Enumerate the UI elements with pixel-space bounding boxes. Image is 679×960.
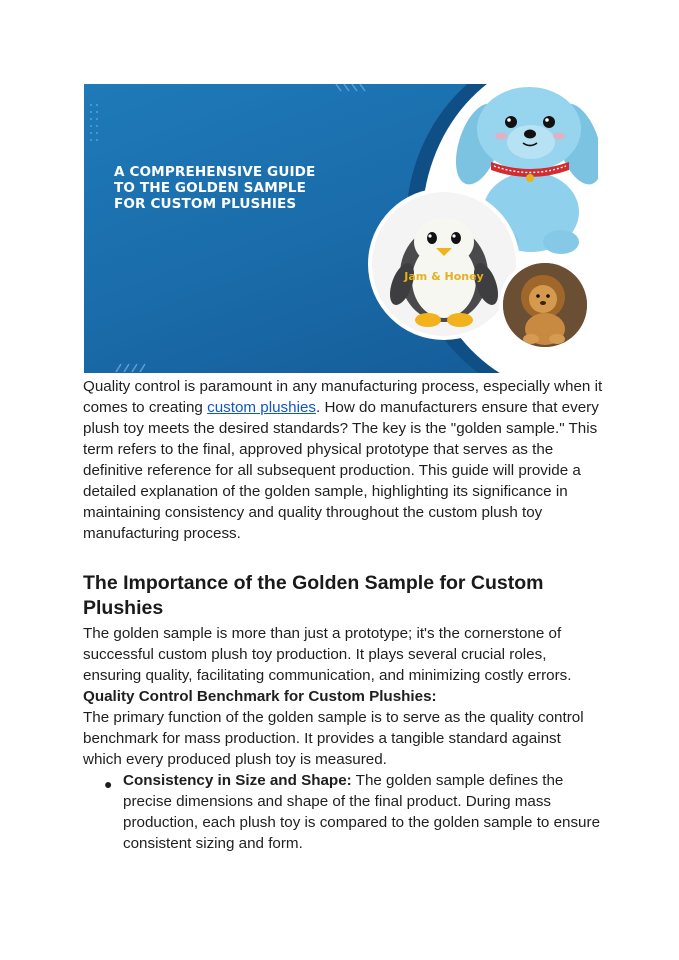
subsection-paragraph: The primary function of the golden sample is to serve as the quality control benchmark for mass production. It provides a tangible standard against which every produced plush toy is measured. [83,709,584,768]
penguin-plush-circle [372,192,516,336]
hero-banner [84,84,598,373]
banner-title [114,164,374,212]
intro-text: Quality control is paramount in any manufacturing process, especially when it comes to creating [83,378,603,416]
intro-paragraph [83,376,603,544]
bullet-marker: ● [104,776,113,792]
custom-plushies-link[interactable]: custom plushies [207,399,316,416]
penguin-tag-text: Jam & Honey [404,270,484,283]
intro-text-continued: . How do manufacturers ensure that every plush toy meets the desired standards? The key is the "golden sample." This term refers to the final, approved physical prototype that serves as the definitive reference for all subsequent production. This guide will provide a detailed explanation of the golden sample, highlighting its significance in maintaining consistency and quality throughout the custom plush toy manufacturing process. [83,399,599,542]
list-item [123,770,603,854]
penguin-plush-image [372,192,516,336]
bullet-term: Consistency in Size and Shape: [123,772,352,789]
lion-plush-image [503,263,587,347]
bullet-text: The golden sample defines the precise dimensions and shape of the final product. During mass production, each plush toy is compared to the golden sample to ensure consistent sizing and form. [123,772,601,852]
section-heading: The Importance of the Golden Sample for Custom Plushies [83,572,544,619]
dots-decoration [88,102,102,152]
lion-plush-circle [499,259,591,351]
section-paragraph: The golden sample is more than just a prototype; it's the cornerstone of successful custom plush toy production. It plays several crucial roles, ensuring quality, facilitating communication, and minimizing costly errors. [83,625,572,684]
banner-title-line: A COMPREHENSIVE GUIDE [114,164,316,180]
subsection-heading: Quality Control Benchmark for Custom Plushies: [83,688,437,705]
stripes-decoration-bottom [114,362,164,372]
banner-title-line: TO THE GOLDEN SAMPLE [114,180,307,196]
stripes-decoration [334,84,384,94]
banner-title-line: FOR CUSTOM PLUSHIES [114,196,297,212]
